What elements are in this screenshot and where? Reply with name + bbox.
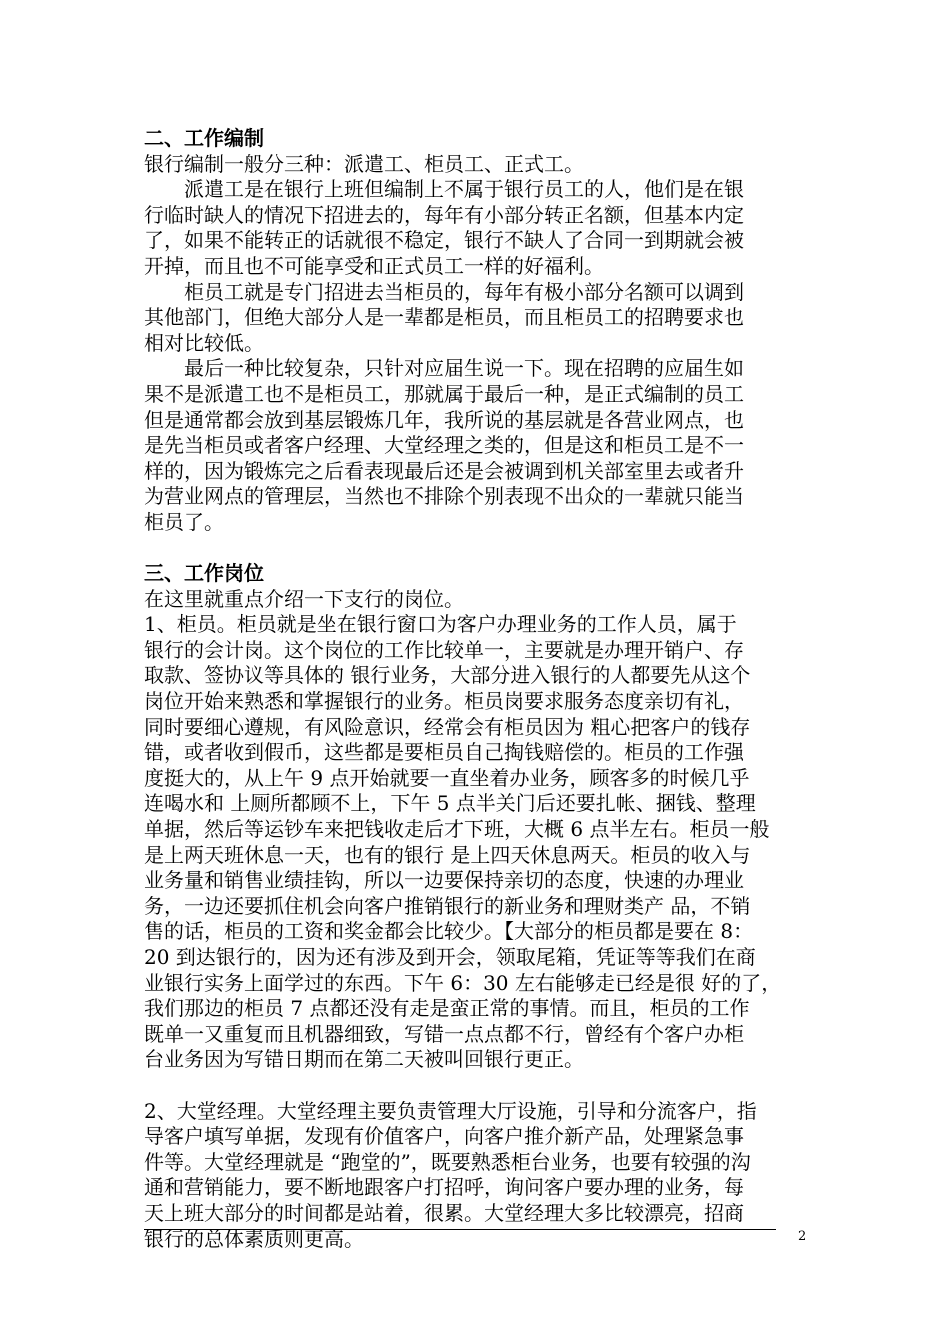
text-line: 单据，然后等运钞车来把钱收走后才下班，大概 6 点半左右。柜员一般 (144, 817, 770, 842)
text-line: 银行编制一般分三种：派遣工、柜员工、正式工。 (144, 151, 584, 176)
text-line: 务，一边还要抓住机会向客户推销银行的新业务和理财类产 品，不销 (144, 893, 751, 918)
text-line: 了，如果不能转正的话就很不稳定，银行不缺人了合同一到期就会被 (144, 228, 744, 253)
text-line: 台业务因为写错日期而在第二天被叫回银行更正。 (144, 1047, 584, 1072)
text-line: 为营业网点的管理层，当然也不排除个别表现不出众的一辈就只能当 (144, 484, 744, 509)
text-line: 银行的总体素质则更高。 (144, 1226, 364, 1251)
text-line: 银行的会计岗。这个岗位的工作比较单一，主要就是办理开销户、存 (144, 637, 744, 662)
text-line: 行临时缺人的情况下招进去的，每年有小部分转正名额，但基本内定 (144, 202, 744, 227)
text-line: 2、大堂经理。大堂经理主要负责管理大厅设施，引导和分流客户，指 (144, 1098, 757, 1123)
text-line: 是上两天班休息一天，也有的银行 是上四天休息两天。柜员的收入与 (144, 842, 751, 867)
section-intro: 在这里就重点介绍一下支行的岗位。 (144, 586, 464, 611)
page-number: 2 (798, 1229, 807, 1244)
text-line: 柜员工就是专门招进去当柜员的，每年有极小部分名额可以调到 (144, 279, 744, 304)
text-line: 取款、签协议等具体的 银行业务，大部分进入银行的人都要先从这个 (144, 663, 751, 688)
text-line: 导客户填写单据，发现有价值客户，向客户推介新产品，处理紧急事 (144, 1124, 744, 1149)
section-heading-staffing: 二、工作编制 (144, 126, 264, 150)
text-line: 20 到达银行的，因为还有涉及到开会，领取尾箱，凭证等等我们在商 (144, 945, 756, 969)
text-line: 是先当柜员或者客户经理、大堂经理之类的，但是这和柜员工是不一 (144, 433, 744, 458)
text-line: 业务量和销售业绩挂钩，所以一边要保持亲切的态度，快速的办理业 (144, 868, 744, 893)
text-line: 其他部门，但绝大部分人是一辈都是柜员，而且柜员工的招聘要求也 (144, 305, 744, 330)
text-line: 业银行实务上面学过的东西。下午 6：30 左右能够走已经是很 好的了， (144, 970, 782, 995)
text-line: 1、柜员。柜员就是坐在银行窗口为客户办理业务的工作人员，属于 (144, 612, 737, 637)
text-line: 开掉，而且也不可能享受和正式员工一样的好福利。 (144, 253, 604, 278)
paragraph-teller (144, 612, 809, 1073)
text-line: 果不是派遣工也不是柜员工，那就属于最后一种，是正式编制的员工 (144, 381, 744, 406)
text-line: 岗位开始来熟悉和掌握银行的业务。柜员岗要求服务态度亲切有礼， (144, 689, 744, 714)
text-line: 样的，因为锻炼完之后看表现最后还是会被调到机关部室里去或者升 (144, 458, 744, 483)
text-line: 最后一种比较复杂，只针对应届生说一下。现在招聘的应届生如 (144, 356, 744, 381)
paragraph-gap (144, 536, 809, 562)
text-line: 但是通常都会放到基层锻炼几年，我所说的基层就是各营业网点，也 (144, 407, 744, 432)
text-line: 既单一又重复而且机器细致，写错一点点都不行，曾经有个客户办柜 (144, 1021, 744, 1046)
text-line: 同时要细心遵规，有风险意识，经常会有柜员因为 粗心把客户的钱存 (144, 714, 751, 739)
text-line: 件等。大堂经理就是 “跑堂的”，既要熟悉柜台业务，也要有较强的沟 (144, 1149, 751, 1174)
document-body (144, 126, 809, 1252)
paragraph-gap (144, 1073, 809, 1099)
section-heading-positions: 三、工作岗位 (144, 561, 264, 586)
text-line: 错，或者收到假币，这些都是要柜员自己掏钱赔偿的。柜员的工作强 (144, 740, 744, 765)
text-line: 连喝水和 上厕所都顾不上，下午 5 点半关门后还要扎帐、捆钱、整理 (144, 791, 756, 816)
text-line: 派遣工是在银行上班但编制上不属于银行员工的人，他们是在银 (144, 177, 744, 202)
text-line: 售的话，柜员的工资和奖金都会比较少。【大部分的柜员都是要在 8： (144, 919, 754, 944)
text-line: 度挺大的，从上午 9 点开始就要一直坐着办业务，顾客多的时候几乎 (144, 765, 750, 790)
text-line: 天上班大部分的时间都是站着，很累。大堂经理大多比较漂亮，招商 (144, 1200, 744, 1225)
text-line: 相对比较低。 (144, 330, 264, 355)
section-staffing-text (144, 152, 809, 536)
text-line: 通和营销能力，要不断地跟客户打招呼，询问客户要办理的业务，每 (144, 1175, 744, 1200)
footer-rule (144, 1229, 776, 1230)
text-line: 柜员了。 (144, 509, 224, 534)
text-line: 我们那边的柜员 7 点都还没有走是蛮正常的事情。而且，柜员的工作 (144, 996, 750, 1021)
